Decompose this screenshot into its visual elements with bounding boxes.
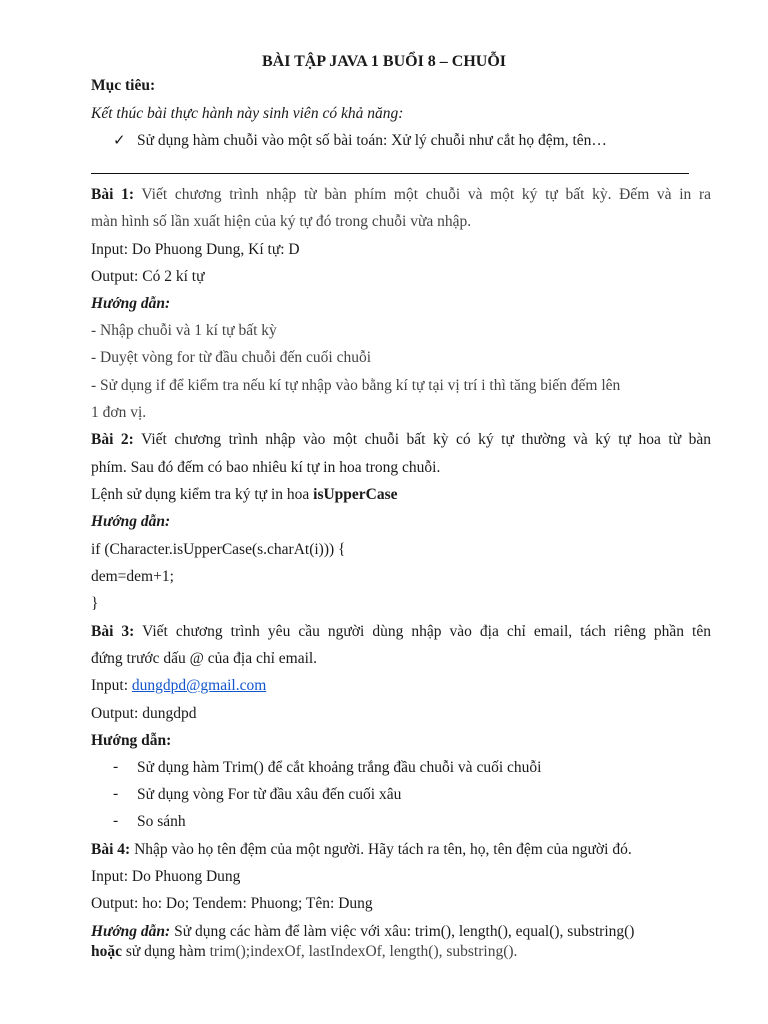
ex1-output: Output: Có 2 kí tự (91, 268, 205, 285)
ex1-step: - Duyệt vòng for từ đầu chuỗi đến cuối chuỗi (91, 349, 372, 366)
horizontal-rule (91, 173, 689, 174)
ex1-line2: màn hình số lần xuất hiện của ký tự đó trong chuỗi vừa nhập. (91, 213, 472, 230)
ex1-step: - Nhập chuỗi và 1 kí tự bất kỳ (91, 322, 277, 339)
ex3-input-prefix: Input: (91, 677, 132, 694)
ex1-step: - Sử dụng if để kiểm tra nếu kí tự nhập vào bằng kí tự tại vị trí i thì tăng biến đếm lên (91, 377, 621, 394)
ex3-step: Sử dụng hàm Trim() để cắt khoảng trắng đầu chuỗi và cuối chuỗi (137, 759, 542, 776)
ex3-text1: Viết chương trình yêu cầu người dùng nhập vào địa chỉ email, tách riêng phần tên (142, 623, 711, 640)
objective-item: Sử dụng hàm chuỗi vào một số bài toán: Xử lý chuỗi như cắt họ đệm, tên… (137, 132, 607, 149)
ex3-input (91, 676, 266, 696)
ex3-step: So sánh (137, 813, 186, 830)
ex4-or-label: hoặc (91, 943, 122, 960)
ex3-label: Bài 3: (91, 623, 135, 640)
ex1-label: Bài 1: (91, 186, 134, 203)
objective-intro: Kết thúc bài thực hành này sinh viên có khả năng: (91, 105, 404, 122)
ex2-label: Bài 2: (91, 431, 134, 448)
ex2-cmd-name: isUpperCase (313, 486, 398, 503)
ex2-cmd (91, 485, 398, 505)
ex4-line1 (91, 840, 632, 860)
ex3-line2: đứng trước dấu @ của địa chỉ email. (91, 650, 318, 667)
ex2-line1 (91, 430, 711, 450)
bullet-dash: - (113, 785, 119, 802)
ex2-line2: phím. Sau đó đếm có bao nhiêu kí tự in hoa trong chuỗi. (91, 459, 441, 476)
email-link[interactable]: dungdpd@gmail.com (131, 677, 267, 694)
ex4-input: Input: Do Phuong Dung (91, 868, 241, 885)
ex1-input: Input: Do Phuong Dung, Kí tự: D (91, 241, 300, 258)
ex2-cmd-prefix: Lệnh sử dụng kiểm tra ký tự in hoa (91, 486, 314, 503)
ex1-step: 1 đơn vị. (91, 404, 147, 421)
ex4-alt (91, 942, 517, 962)
bullet-dash: - (113, 812, 119, 829)
document-title: BÀI TẬP JAVA 1 BUỔI 8 – CHUỖI (261, 53, 507, 70)
ex2-code-line: } (91, 595, 99, 612)
ex4-label: Bài 4: (91, 841, 131, 858)
ex2-code-line: if (Character.isUpperCase(s.charAt(i))) { (91, 541, 346, 558)
checkmark-icon: ✓ (113, 133, 126, 149)
ex4-guide-text: Sử dụng các hàm để làm việc với xâu: trim(), length(), equal(), substring() (174, 923, 635, 940)
ex1-text1: Viết chương trình nhập từ bàn phím một chuỗi và một ký tự bất kỳ. Đếm và in ra (141, 186, 711, 203)
ex4-or-text2: trim();indexOf, lastIndexOf, length(), substring(). (209, 943, 518, 960)
ex4-guide-label: Hướng dẫn: (91, 923, 171, 940)
ex3-output: Output: dungdpd (91, 705, 197, 722)
ex2-guide-label: Hướng dẫn: (91, 513, 171, 530)
ex3-line1 (91, 622, 711, 642)
ex2-text1: Viết chương trình nhập vào một chuỗi bất kỳ có ký tự thường và ký tự hoa từ bàn (141, 431, 711, 448)
ex4-output: Output: ho: Do; Tendem: Phuong; Tên: Dung (91, 895, 373, 912)
ex1-line1 (91, 185, 711, 205)
bullet-dash: - (113, 758, 119, 775)
ex3-guide-label: Hướng dẫn: (91, 732, 172, 749)
ex1-guide-label: Hướng dẫn: (91, 295, 171, 312)
objective-label: Mục tiêu: (91, 77, 156, 94)
ex3-step: Sử dụng vòng For từ đầu xâu đến cuối xâu (137, 786, 402, 803)
ex4-guide (91, 922, 634, 942)
ex2-code-line: dem=dem+1; (91, 568, 174, 585)
ex4-text1: Nhập vào họ tên đệm của một người. Hãy tách ra tên, họ, tên đệm của người đó. (134, 841, 632, 858)
ex4-or-text1: sử dụng hàm (125, 943, 210, 960)
